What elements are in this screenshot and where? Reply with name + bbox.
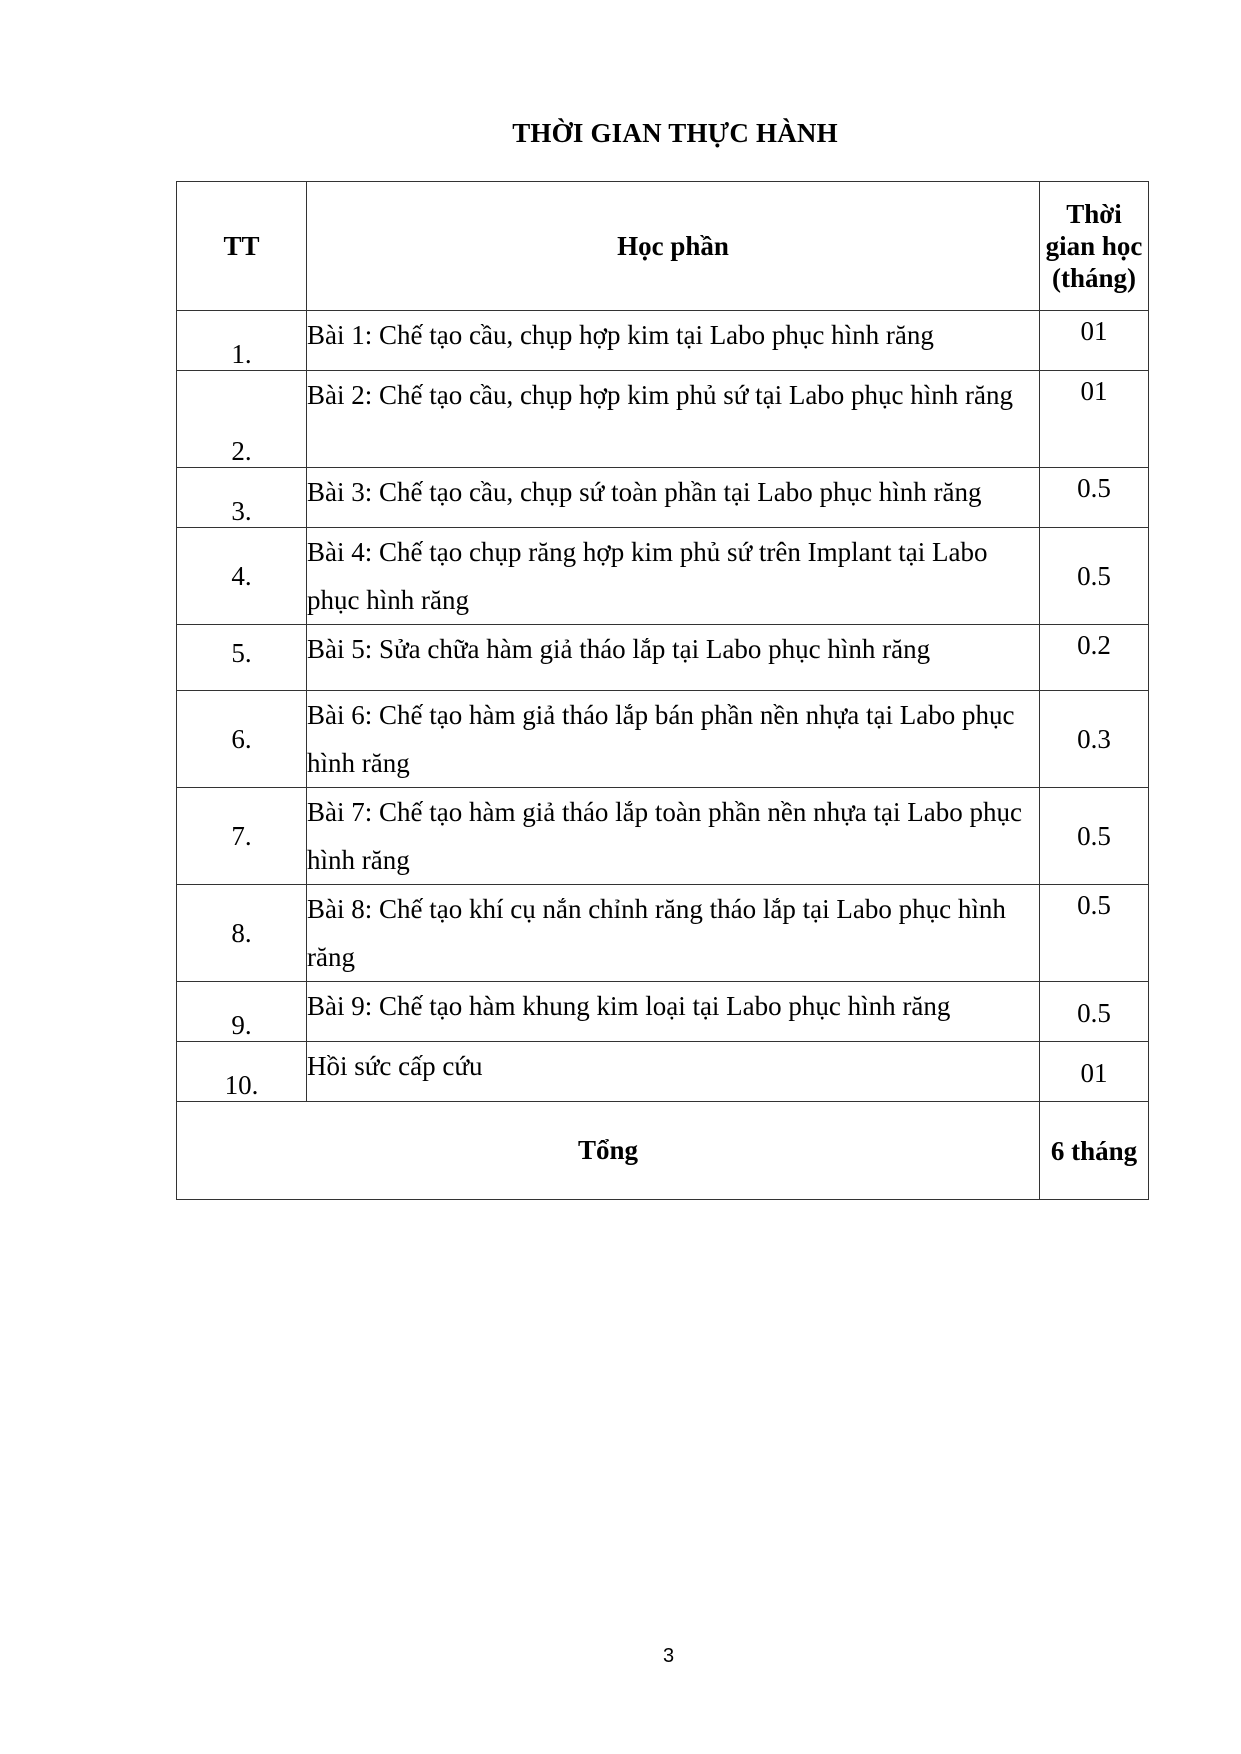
row-lesson: Bài 8: Chế tạo khí cụ nắn chỉnh răng tháo lắp tại Labo phục hình răng — [307, 885, 1040, 982]
row-duration: 01 — [1040, 371, 1149, 468]
row-lesson: Bài 3: Chế tạo cầu, chụp sứ toàn phần tại Labo phục hình răng — [307, 468, 1040, 528]
row-duration: 0.5 — [1040, 982, 1149, 1042]
row-number: 3. — [177, 468, 307, 528]
row-number: 4. — [177, 528, 307, 625]
table-row — [177, 691, 1149, 788]
table-row — [177, 371, 1149, 468]
practice-time-table — [176, 181, 1149, 1200]
row-lesson: Bài 7: Chế tạo hàm giả tháo lắp toàn phần nền nhựa tại Labo phục hình răng — [307, 788, 1040, 885]
row-duration: 0.5 — [1040, 788, 1149, 885]
table-row — [177, 311, 1149, 371]
row-duration: 0.5 — [1040, 468, 1149, 528]
page-title: THỜI GIAN THỰC HÀNH — [512, 118, 838, 148]
total-label: Tổng — [177, 1102, 1040, 1200]
row-number: 10. — [177, 1042, 307, 1102]
header-tt: TT — [177, 182, 307, 311]
row-lesson: Bài 2: Chế tạo cầu, chụp hợp kim phủ sứ tại Labo phục hình răng — [307, 371, 1040, 468]
table-row — [177, 528, 1149, 625]
row-number: 5. — [177, 625, 307, 691]
row-number: 8. — [177, 885, 307, 982]
table-row — [177, 1042, 1149, 1102]
row-number: 6. — [177, 691, 307, 788]
row-number: 7. — [177, 788, 307, 885]
row-number: 1. — [177, 311, 307, 371]
row-duration: 0.5 — [1040, 528, 1149, 625]
header-hoc-phan: Học phần — [307, 182, 1040, 311]
table-row — [177, 982, 1149, 1042]
table-row — [177, 625, 1149, 691]
table-row — [177, 788, 1149, 885]
row-duration: 0.5 — [1040, 885, 1149, 982]
row-number: 2. — [177, 371, 307, 468]
table-row — [177, 885, 1149, 982]
header-thoi-gian: Thời gian học (tháng) — [1040, 182, 1149, 311]
total-value: 6 tháng — [1040, 1102, 1149, 1200]
table-total-row — [177, 1102, 1149, 1200]
row-duration: 01 — [1040, 1042, 1149, 1102]
row-duration: 0.3 — [1040, 691, 1149, 788]
row-lesson: Bài 9: Chế tạo hàm khung kim loại tại Labo phục hình răng — [307, 982, 1040, 1042]
row-lesson: Bài 1: Chế tạo cầu, chụp hợp kim tại Labo phục hình răng — [307, 311, 1040, 371]
row-duration: 01 — [1040, 311, 1149, 371]
table-header-row — [177, 182, 1149, 311]
table-row — [177, 468, 1149, 528]
row-lesson: Bài 4: Chế tạo chụp răng hợp kim phủ sứ trên Implant tại Labo phục hình răng — [307, 528, 1040, 625]
page-number: 3 — [662, 1645, 675, 1667]
row-lesson: Bài 5: Sửa chữa hàm giả tháo lắp tại Labo phục hình răng — [307, 625, 1040, 691]
row-lesson: Hồi sức cấp cứu — [307, 1042, 1040, 1102]
row-duration: 0.2 — [1040, 625, 1149, 691]
row-lesson: Bài 6: Chế tạo hàm giả tháo lắp bán phần nền nhựa tại Labo phục hình răng — [307, 691, 1040, 788]
row-number: 9. — [177, 982, 307, 1042]
